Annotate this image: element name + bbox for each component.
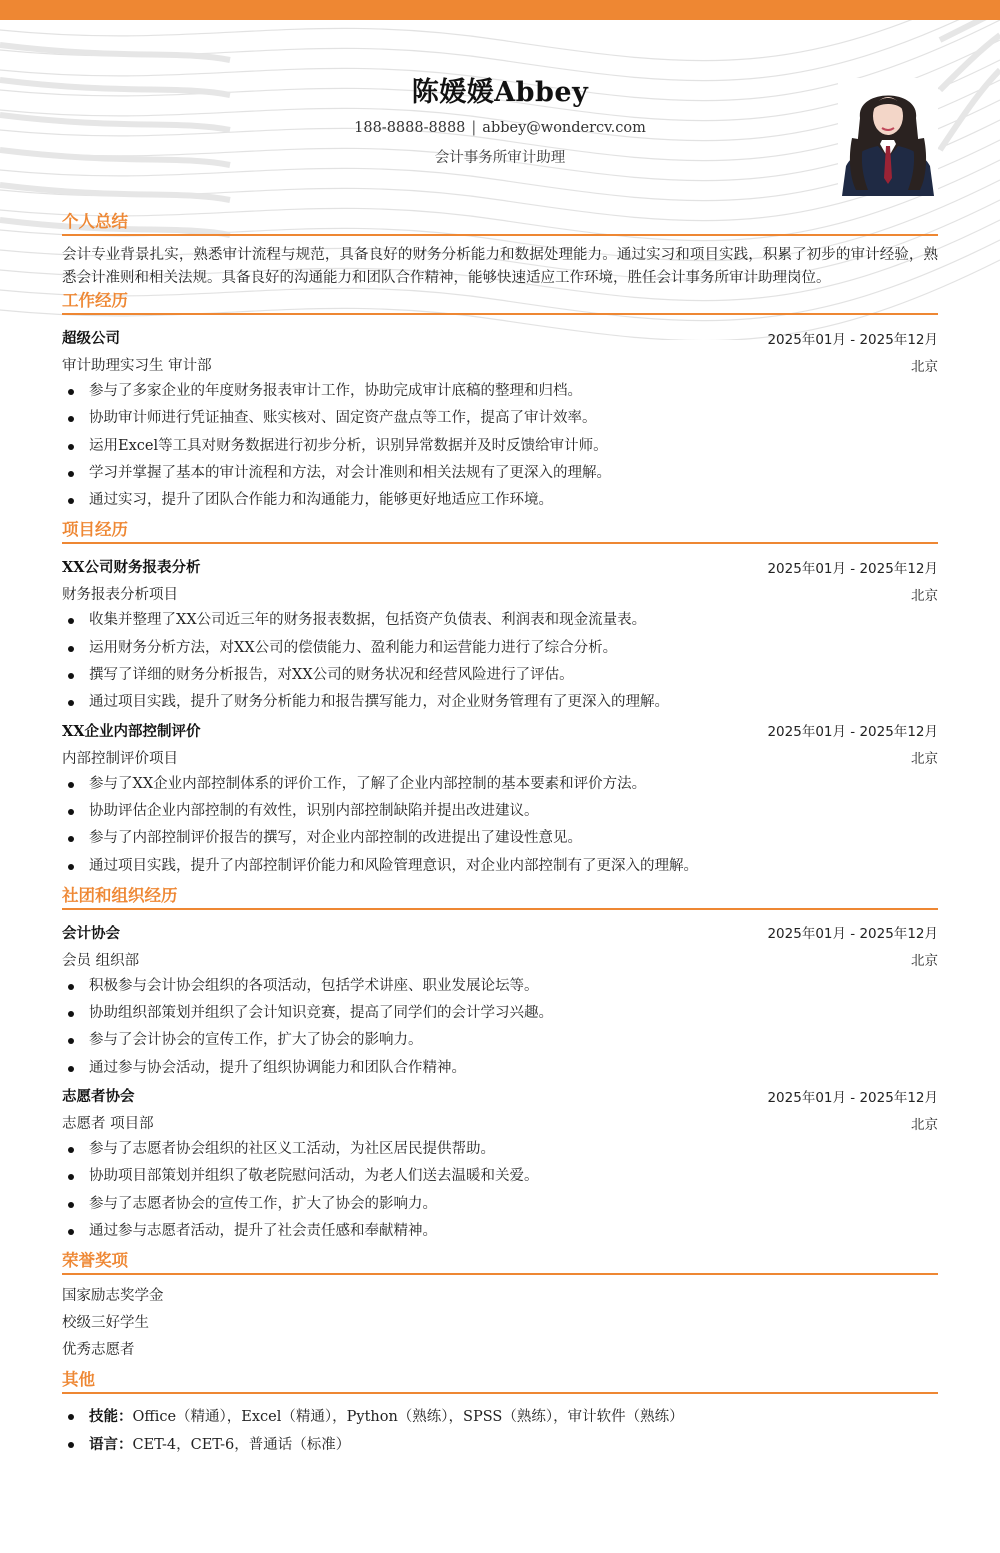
section-title-work: 工作经历 — [62, 287, 938, 315]
section-summary — [62, 208, 938, 290]
awards-list — [62, 1275, 938, 1364]
resume-header — [62, 20, 938, 210]
entry-location: 北京 — [911, 358, 938, 375]
languages-item — [62, 1431, 938, 1458]
bullet-item: 学习并掌握了基本的审计流程和方法，对会计准则和相关法规有了更深入的理解。 — [62, 460, 938, 487]
entry-organization: 会计协会 — [62, 924, 120, 942]
bullet-item: 撰写了详细的财务分析报告，对XX公司的财务状况和经营风险进行了评估。 — [62, 662, 938, 689]
contact-separator: | — [471, 120, 477, 136]
section-title-clubs: 社团和组织经历 — [62, 882, 938, 910]
entry-location: 北京 — [911, 751, 938, 768]
bullet-item: 协助组织部策划并组织了会计知识竞赛，提高了同学们的会计学习兴趣。 — [62, 1000, 938, 1027]
bullet-item: 通过参与协会活动，提升了组织协调能力和团队合作精神。 — [62, 1055, 938, 1082]
entry-date: 2025年01月 - 2025年12月 — [767, 1089, 938, 1106]
club-entry — [62, 910, 938, 1082]
entry-bullets — [62, 607, 938, 716]
entry-organization: XX公司财务报表分析 — [62, 559, 201, 577]
bullet-item: 运用Excel等工具对财务数据进行初步分析，识别异常数据并及时反馈给审计师。 — [62, 433, 938, 460]
phone-number: 188-8888-8888 — [354, 120, 466, 136]
entry-date: 2025年01月 - 2025年12月 — [767, 331, 938, 348]
entry-role: 内部控制评价项目 — [62, 750, 178, 767]
entry-role: 审计助理实习生 审计部 — [62, 358, 212, 374]
entry-role: 财务报表分析项目 — [62, 587, 178, 604]
entry-organization: 志愿者协会 — [62, 1088, 135, 1106]
bullet-item: 通过参与志愿者活动，提升了社会责任感和奉献精神。 — [62, 1218, 938, 1245]
portrait-image-icon — [838, 78, 938, 196]
entry-bullets — [62, 771, 938, 880]
bullet-item: 收集并整理了XX公司近三年的财务报表数据，包括资产负债表、利润表和现金流量表。 — [62, 607, 938, 634]
entry-date: 2025年01月 - 2025年12月 — [767, 560, 938, 577]
target-job-title: 会计事务所审计助理 — [434, 150, 566, 166]
top-accent-bar — [0, 0, 1000, 20]
bullet-item: 协助审计师进行凭证抽查、账实核对、固定资产盘点等工作，提高了审计效率。 — [62, 405, 938, 432]
skills-item — [62, 1403, 938, 1430]
entry-date: 2025年01月 - 2025年12月 — [767, 926, 938, 943]
bullet-item: 参与了会计协会的宣传工作，扩大了协会的影响力。 — [62, 1027, 938, 1054]
bullet-item: 积极参与会计协会组织的各项活动，包括学术讲座、职业发展论坛等。 — [62, 973, 938, 1000]
other-list — [62, 1394, 938, 1458]
skills-value: Office（精通），Excel（精通），Python（熟练），SPSS（熟练），审计软件（熟练） — [132, 1409, 684, 1426]
languages-value: CET-4，CET-6，普通话（标准） — [132, 1436, 351, 1453]
project-entry — [62, 717, 938, 880]
entry-organization: XX企业内部控制评价 — [62, 722, 201, 740]
resume-page — [62, 20, 938, 1458]
bullet-item: 参与了内部控制评价报告的撰写，对企业内部控制的改进提出了建设性意见。 — [62, 825, 938, 852]
section-other — [62, 1366, 938, 1458]
award-item: 优秀志愿者 — [62, 1342, 135, 1359]
award-item: 国家励志奖学金 — [62, 1288, 164, 1305]
entry-bullets — [62, 973, 938, 1082]
bullet-item: 运用财务分析方法，对XX公司的偿债能力、盈利能力和运营能力进行了综合分析。 — [62, 635, 938, 662]
bullet-item: 参与了志愿者协会组织的社区义工活动，为社区居民提供帮助。 — [62, 1136, 938, 1163]
contact-line — [62, 120, 938, 136]
entry-location: 北京 — [911, 1116, 938, 1133]
bullet-item: 参与了志愿者协会的宣传工作，扩大了协会的影响力。 — [62, 1191, 938, 1218]
section-projects — [62, 516, 938, 879]
club-entry — [62, 1082, 938, 1245]
entry-date: 2025年01月 - 2025年12月 — [767, 724, 938, 741]
profile-photo — [838, 78, 938, 196]
entry-bullets — [62, 378, 938, 514]
entry-location: 北京 — [911, 587, 938, 604]
bullet-item: 协助项目部策划并组织了敬老院慰问活动，为老人们送去温暖和关爱。 — [62, 1163, 938, 1190]
bullet-item: 通过实习，提升了团队合作能力和沟通能力，能够更好地适应工作环境。 — [62, 487, 938, 514]
entry-organization: 超级公司 — [62, 330, 120, 347]
bullet-item: 通过项目实践，提升了财务分析能力和报告撰写能力，对企业财务管理有了更深入的理解。 — [62, 689, 938, 716]
section-title-summary: 个人总结 — [62, 208, 938, 236]
section-title-awards: 荣誉奖项 — [62, 1247, 938, 1275]
entry-bullets — [62, 1136, 938, 1245]
candidate-name: 陈媛媛Abbey — [411, 77, 589, 108]
award-item: 校级三好学生 — [62, 1315, 149, 1332]
skills-label: 技能： — [89, 1408, 133, 1426]
section-clubs — [62, 882, 938, 1245]
entry-location: 北京 — [911, 953, 938, 970]
entry-role: 会员 组织部 — [62, 952, 140, 969]
section-title-other: 其他 — [62, 1366, 938, 1394]
project-entry — [62, 544, 938, 716]
bullet-item: 协助评估企业内部控制的有效性，识别内部控制缺陷并提出改进建议。 — [62, 798, 938, 825]
bullet-item: 参与了XX企业内部控制体系的评价工作，了解了企业内部控制的基本要素和评价方法。 — [62, 771, 938, 798]
entry-role: 志愿者 项目部 — [62, 1116, 154, 1133]
languages-label: 语言： — [89, 1435, 133, 1453]
section-work — [62, 287, 938, 514]
email-address: abbey@wondercv.com — [482, 120, 646, 136]
work-entry — [62, 315, 938, 514]
section-awards — [62, 1247, 938, 1364]
bullet-item: 通过项目实践，提升了内部控制评价能力和风险管理意识，对企业内部控制有了更深入的理解。 — [62, 853, 938, 880]
bullet-item: 参与了多家企业的年度财务报表审计工作，协助完成审计底稿的整理和归档。 — [62, 378, 938, 405]
section-title-projects: 项目经历 — [62, 516, 938, 544]
summary-text: 会计专业背景扎实，熟悉审计流程与规范，具备良好的财务分析能力和数据处理能力。通过实习和项目实践，积累了初步的审计经验，熟悉会计准则和相关法规。具备良好的沟通能力和团队合作精神，能够快速适应工作环境，胜任会计事务所审计助理岗位。 — [62, 247, 938, 286]
